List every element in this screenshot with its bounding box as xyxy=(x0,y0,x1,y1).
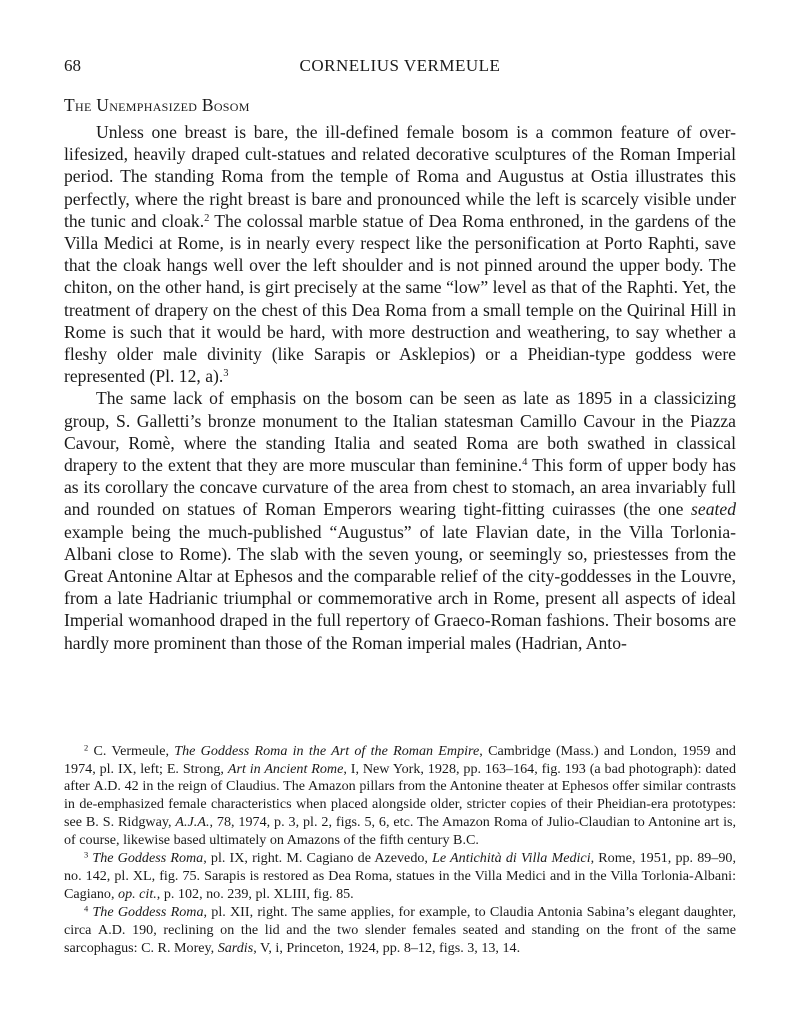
page-number: 68 xyxy=(64,56,81,75)
footnote-ref: 3 xyxy=(223,368,229,380)
footnotes xyxy=(64,743,736,958)
footnote-number: 4 xyxy=(84,903,89,914)
running-title: CORNELIUS VERMEULE xyxy=(299,56,501,75)
footnote-ref: 4 xyxy=(522,457,528,469)
footnote-number: 2 xyxy=(84,742,89,753)
footnote: $^2$ C. Vermeule, The Goddess Roma in the Art of the Roman Empire, Cambridge (Mass.) and London, 1959 and 1974, pl. IX, left; E. Strong, Art in Ancient Rome, I, New York, 1928, pp. 163–164, fig. 193 (a bad photograph): dated after A.D. 42 in the reign of Claudius. The Amazon pillars from the Antonine theater at Ephesos offer similar contrasts in de-emphasized female characteristics when placed alongside older, stricter copies of their Pheidian-era prototypes: see B. S. Ridgway, A.J.A., 78, 1974, p. 3, pl. 2, figs. 5, 6, etc. The Amazon Roma of Julio-Claudian to Antonine art is, of course, likewise based ultimately on Amazons of the fifth century B.C. xyxy=(64,742,736,848)
paragraph: The same lack of emphasis on the bosom can be seen as late as 1895 in a classicizing group, S. Galletti’s bronze monument to the Italian statesman Camillo Cavour in the Piazza Cavour, Romè, where the standing Italia and seated Roma are both swathed in classical drapery to the extent that they are more muscular than feminine.$^4$ This form of upper body has as its corollary the concave curvature of the area from chest to stomach, an area invariably full and rounded on statues of Roman Emperors wearing tight-fitting cuirasses (the one seated example being the much-published “Augustus” of late Flavian date, in the Villa Torlonia-Albani close to Rome). The slab with the seven young, or seemingly so, priestesses from the Great Antonine Altar at Ephesos and the comparable relief of the city-goddesses in the Louvre, from a late Hadrianic triumphal or commemorative arch in Rome, present all aspects of ideal Imperial womanhood draped in the full repertory of Graeco-Roman fashions. Their bosoms are hardly more prominent than those of the Roman imperial males (Hadrian, Anto- xyxy=(64,388,737,653)
body-text xyxy=(64,121,736,654)
page-header xyxy=(64,56,736,80)
footnote: $^4$ The Goddess Roma, pl. XII, right. The same applies, for example, to Claudia Antonia Sabina’s elegant daughter, circa A.D. 190, reclining on the lid and the two slender females seated and standing on the front of the same sarcophagus: C. R. Morey, Sardis, V, i, Princeton, 1924, pp. 8–12, figs. 3, 13, 14. xyxy=(64,903,736,956)
section-heading: The Unemphasized Bosom xyxy=(64,95,250,115)
footnote-number: 3 xyxy=(84,849,89,860)
footnote: $^3$ The Goddess Roma, pl. IX, right. M. Cagiano de Azevedo, Le Antichità di Villa Medici, Rome, 1951, pp. 89–90, no. 142, pl. XL, fig. 75. Sarapis is restored as Dea Roma, statues in the Villa Medici and in the Villa Torlonia-Albani: Cagiano, op. cit., p. 102, no. 239, pl. XLIII, fig. 85. xyxy=(64,849,736,902)
footnote-ref: 2 xyxy=(204,213,210,225)
paragraph: Unless one breast is bare, the ill-defined female bosom is a common feature of over-lifesized, heavily draped cult-statues and related decorative sculptures of the Roman Imperial period. The standing Roma from the temple of Roma and Augustus at Ostia illustrates this perfectly, where the right breast is bare and pronounced while the left is scarcely visible under the tunic and cloak.$^2$ The colossal marble statue of Dea Roma enthroned, in the gardens of the Villa Medici at Rome, is in nearly every respect like the personification at Porto Raphti, save that the cloak hangs well over the left shoulder and is not pinned around the upper body. The chiton, on the other hand, is girt precisely at the same “low” level as that of the Raphti. Yet, the treatment of drapery on the chest of this Dea Roma from a small temple on the Quirinal Hill in Rome is such that it would be hard, with more destruction and weathering, to say whether a fleshy older male divinity (like Sarapis or Asklepios) or a Pheidian-type goddess were represented (Pl. 12, a).$^3$ xyxy=(64,122,736,387)
